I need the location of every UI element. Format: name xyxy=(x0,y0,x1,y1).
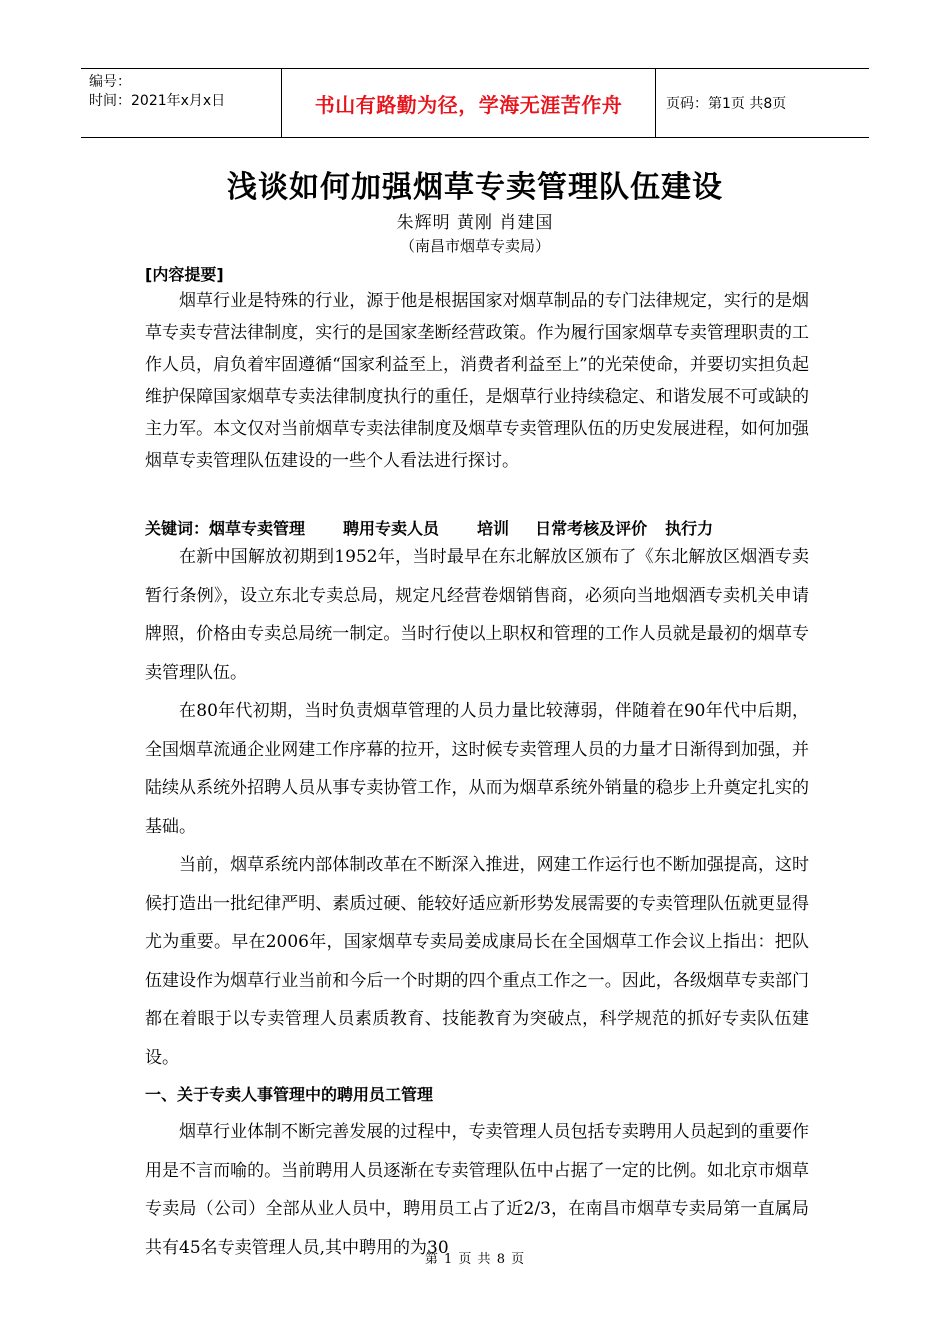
main-text xyxy=(145,538,809,1267)
keyword-item: 日常考核及评价 xyxy=(535,519,648,538)
abstract-label: [内容提要] xyxy=(145,265,224,284)
body-paragraph: 在新中国解放初期到1952年，当时最早在东北解放区颁布了《东北解放区烟酒专卖暂行条例》，设立东北专卖总局，规定凡经营卷烟销售商，必须向当地烟酒专卖机关申请牌照，价格由专卖总局统一制定。当时行使以上职权和管理的工作人员就是最初的烟草专卖管理队伍。 xyxy=(145,547,809,683)
body-paragraph: 在80年代初期，当时负责烟草管理的人员力量比较薄弱，伴随着在90年代中后期，全国烟草流通企业网建工作序幕的拉开，这时候专卖管理人员的力量才日渐得到加强，并陆续从系统外招聘人员从事专卖协管工作，从而为烟草系统外销量的稳步上升奠定扎实的基础。 xyxy=(145,701,809,837)
keyword-item: 执行力 xyxy=(665,519,714,538)
page-footer: 第 1 页 共 8 页 xyxy=(424,1252,526,1267)
abstract-text: 烟草行业是特殊的行业，源于他是根据国家对烟草制品的专门法律规定，实行的是烟草专卖专营法律制度，实行的是国家垄断经营政策。作为履行国家烟草专卖管理职责的工作人员，肩负着牢固遵循“国家利益至上，消费者利益至上”的光荣使命，并要切实担负起维护保障国家烟草专卖法律制度执行的重任，是烟草行业持续稳定、和谐发展不可或缺的主力军。本文仅对当前烟草专卖法律制度及烟草专卖管理队伍的历史发展进程，如何加强烟草专卖管理队伍建设的一些个人看法进行探讨。 xyxy=(145,291,809,471)
article-authors: 朱辉明 黄刚 肖建国 xyxy=(396,213,554,233)
header-motto-cell xyxy=(281,69,656,137)
keyword-item: 培训 xyxy=(477,519,510,538)
abstract-block xyxy=(145,262,809,477)
keywords-line xyxy=(145,516,809,539)
number-label: 编号： xyxy=(89,74,131,90)
article-title: 浅谈如何加强烟草专卖管理队伍建设 xyxy=(227,170,723,205)
keyword-item: 烟草专卖管理 xyxy=(209,519,306,538)
body-paragraph: 当前，烟草系统内部体制改革在不断深入推进，网建工作运行也不断加强提高，这时候打造出一批纪律严明、素质过硬、能较好适应新形势发展需要的专卖管理队伍就更显得尤为重要。早在2006年，国家烟草专卖局姜成康局长在全国烟草工作会议上指出：把队伍建设作为烟草行业当前和今后一个时期的四个重点工作之一。因此，各级烟草专卖部门都在着眼于以专卖管理人员素质教育、技能教育为突破点，科学规范的抓好专卖队伍建设。 xyxy=(145,855,809,1068)
section-heading: 一、关于专卖人事管理中的聘用员工管理 xyxy=(145,1085,434,1104)
header-meta xyxy=(81,69,281,137)
header-table xyxy=(81,68,869,138)
motto-text: 书山有路勤为径，学海无涯苦作舟 xyxy=(314,92,623,117)
article-organization: （南昌市烟草专卖局） xyxy=(399,237,550,255)
time-label: 时间：2021年x月x日 xyxy=(89,93,226,109)
header-page-info: 页码：第1页 共8页 xyxy=(666,96,787,112)
keywords-label: 关键词： xyxy=(145,519,210,538)
keyword-item: 聘用专卖人员 xyxy=(343,519,440,538)
body-paragraph: 烟草行业体制不断完善发展的过程中，专卖管理人员包括专卖聘用人员起到的重要作用是不言而喻的。当前聘用人员逐渐在专卖管理队伍中占据了一定的比例。如北京市烟草专卖局（公司）全部从业人员中，聘用员工占了近2/3，在南昌市烟草专卖局第一直属局共有45名专卖管理人员,其中聘用的为30 xyxy=(145,1122,809,1258)
